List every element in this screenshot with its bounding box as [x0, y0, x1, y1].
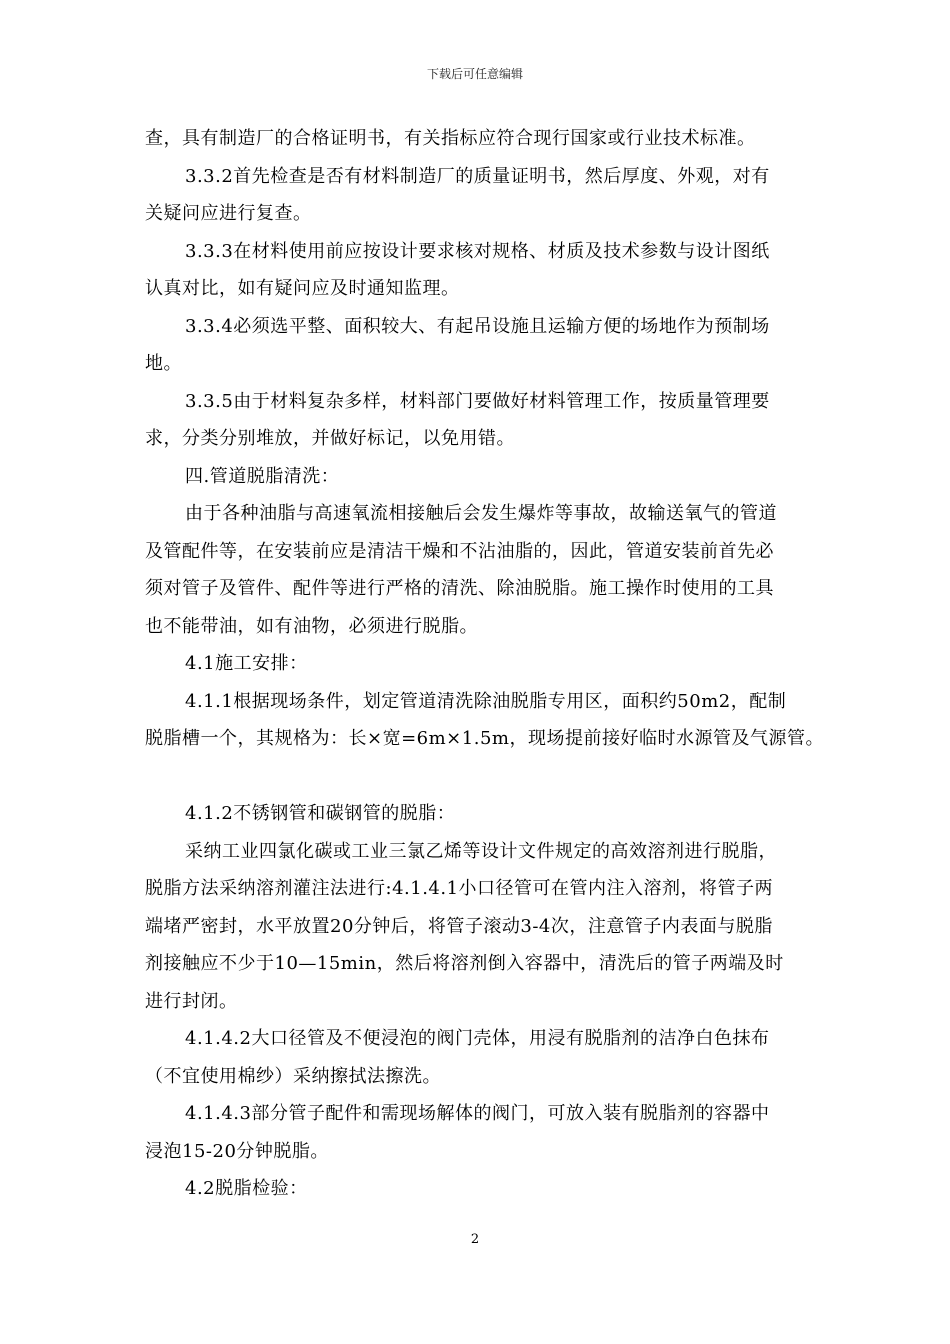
- text-line: 端堵严密封，水平放置20分钟后，将管子滚动3-4次，注意管子内表面与脱脂: [145, 915, 773, 937]
- page-header: 下载后可任意编辑: [426, 67, 523, 81]
- subsection-heading: 4.2脱脂检验：: [185, 1178, 308, 1199]
- text-line: 剂接触应不少于10—15min，然后将溶剂倒入容器中，清洗后的管子两端及时: [145, 953, 784, 974]
- text-line: 4.1.4.2大口径管及不便浸泡的阀门壳体，用浸有脱脂剂的洁净白色抹布: [185, 1028, 770, 1049]
- text-line: 地。: [145, 353, 182, 374]
- page-number: 2: [470, 1232, 480, 1247]
- subsection-heading: 4.1施工安排：: [185, 653, 308, 674]
- text-line: 由于各种油脂与高速氧流相接触后会发生爆炸等事故，故输送氧气的管道: [185, 503, 777, 524]
- text-line: 须对管子及管件、配件等进行严格的清洗、除油脱脂。施工操作时使用的工具: [145, 578, 774, 599]
- text-line: 求，分类分别堆放，并做好标记，以免用错。: [145, 428, 515, 449]
- text-line: 采纳工业四氯化碳或工业三氯乙烯等设计文件规定的高效溶剂进行脱脂，: [185, 840, 777, 862]
- text-line: 关疑问应进行复查。: [145, 203, 312, 224]
- text-line: 脱脂槽一个，其规格为：长×宽=6m×1.5m，现场提前接好临时水源管及气源管。: [145, 728, 824, 749]
- document-body: [145, 120, 824, 1208]
- text-line: 4.1.4.3部分管子配件和需现场解体的阀门，可放入装有脱脂剂的容器中: [185, 1103, 770, 1124]
- text-line: 进行封闭。: [145, 990, 238, 1012]
- text-line: 3.3.2首先检查是否有材料制造厂的质量证明书，然后厚度、外观，对有: [185, 165, 770, 187]
- subsection-heading: 4.1.2不锈钢管和碳钢管的脱脂：: [185, 803, 456, 824]
- text-line: 及管配件等，在安装前应是清洁干燥和不沾油脂的，因此，管道安装前首先必: [145, 540, 774, 562]
- text-line: 浸泡15-20分钟脱脂。: [145, 1140, 329, 1162]
- text-line: 3.3.5由于材料复杂多样，材料部门要做好材料管理工作，按质量管理要: [185, 390, 770, 412]
- text-line: （不宜使用棉纱）采纳擦拭法擦洗。: [145, 1065, 441, 1087]
- text-line: 查，具有制造厂的合格证明书，有关指标应符合现行国家或行业技术标准。: [145, 128, 756, 149]
- section-heading: 四.管道脱脂清洗：: [185, 465, 340, 487]
- blank-line: [145, 758, 810, 796]
- text-line: 也不能带油，如有油物，必须进行脱脂。: [145, 615, 478, 637]
- text-line: 4.1.1根据现场条件，划定管道清洗除油脱脂专用区，面积约50m2，配制: [185, 690, 787, 712]
- text-line: 认真对比，如有疑问应及时通知监理。: [145, 278, 460, 299]
- text-line: 3.3.4必须选平整、面积较大、有起吊设施且运输方便的场地作为预制场: [185, 315, 770, 337]
- text-line: 脱脂方法采纳溶剂灌注法进行:4.1.4.1小口径管可在管内注入溶剂，将管子两: [145, 878, 774, 899]
- text-line: 3.3.3在材料使用前应按设计要求核对规格、材质及技术参数与设计图纸: [185, 240, 770, 262]
